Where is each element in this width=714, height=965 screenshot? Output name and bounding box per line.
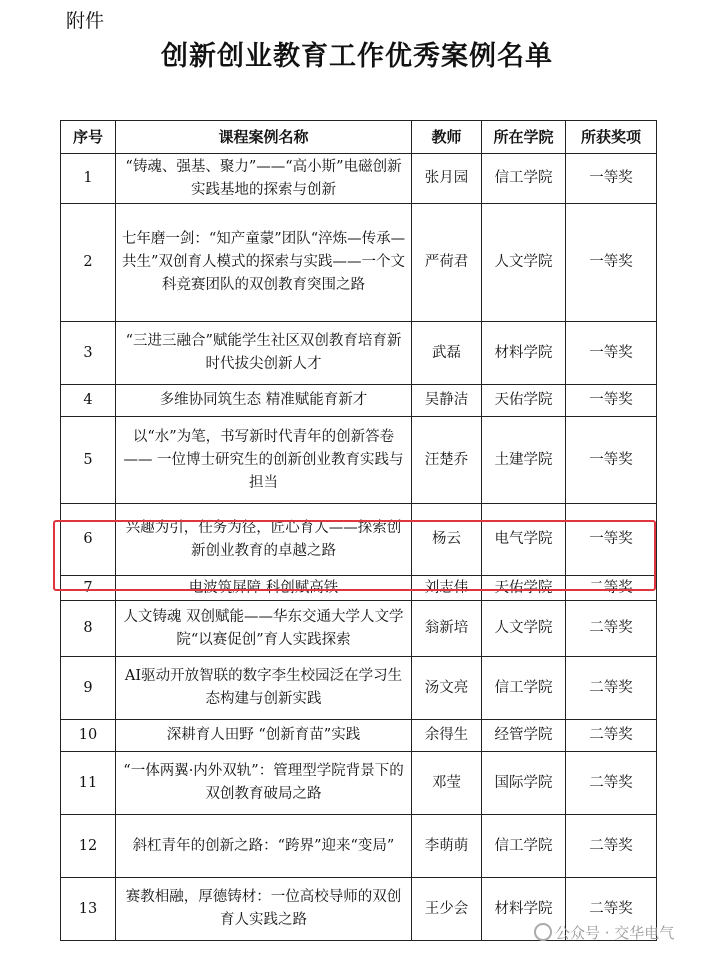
table-row: [61, 815, 657, 878]
college-name: 电气学院: [482, 504, 566, 576]
award-level: 二等奖: [566, 576, 657, 601]
college-name: 信工学院: [482, 815, 566, 878]
teacher-name: 严荷君: [412, 204, 482, 322]
row-number: 9: [61, 657, 116, 720]
case-name: “一体两翼·内外双轨”：管理型学院背景下的双创教育破局之路: [116, 752, 412, 815]
teacher-name: 杨云: [412, 504, 482, 576]
teacher-name: 王少会: [412, 878, 482, 941]
award-level: 二等奖: [566, 878, 657, 941]
college-name: 国际学院: [482, 752, 566, 815]
wechat-icon: [534, 923, 552, 941]
header-award: 所获奖项: [566, 121, 657, 154]
row-number: 1: [61, 154, 116, 204]
watermark: [534, 922, 674, 943]
award-level: 一等奖: [566, 385, 657, 417]
college-name: 材料学院: [482, 322, 566, 385]
teacher-name: 李萌萌: [412, 815, 482, 878]
award-level: 一等奖: [566, 417, 657, 504]
row-number: 4: [61, 385, 116, 417]
award-level: 二等奖: [566, 752, 657, 815]
case-name: “三进三融合”赋能学生社区双创教育培育新时代拔尖创新人才: [116, 322, 412, 385]
table-row: [61, 601, 657, 657]
teacher-name: 张月园: [412, 154, 482, 204]
row-number: 7: [61, 576, 116, 601]
attachment-label: 附件: [66, 10, 105, 32]
case-name: 以“水”为笔，书写新时代青年的创新答卷—— 一位博士研究生的创新创业教育实践与担当: [116, 417, 412, 504]
table-row: [61, 752, 657, 815]
table-row: [61, 417, 657, 504]
teacher-name: 余得生: [412, 720, 482, 752]
college-name: 人文学院: [482, 601, 566, 657]
case-name: “铸魂、强基、聚力”——“高小斯”电磁创新实践基地的探索与创新: [116, 154, 412, 204]
header-college: 所在学院: [482, 121, 566, 154]
header-teacher: 教师: [412, 121, 482, 154]
college-name: 信工学院: [482, 154, 566, 204]
college-name: 土建学院: [482, 417, 566, 504]
teacher-name: 刘志伟: [412, 576, 482, 601]
college-name: 信工学院: [482, 657, 566, 720]
case-name: 人文铸魂 双创赋能——华东交通大学人文学院“以赛促创”育人实践探索: [116, 601, 412, 657]
award-level: 一等奖: [566, 504, 657, 576]
award-level: 二等奖: [566, 815, 657, 878]
college-name: 经管学院: [482, 720, 566, 752]
row-number: 12: [61, 815, 116, 878]
header-no: 序号: [61, 121, 116, 154]
teacher-name: 吴静洁: [412, 385, 482, 417]
row-number: 11: [61, 752, 116, 815]
row-number: 13: [61, 878, 116, 941]
table-row: [61, 154, 657, 204]
row-number: 2: [61, 204, 116, 322]
case-name: 多维协同筑生态 精准赋能育新才: [116, 385, 412, 417]
college-name: 人文学院: [482, 204, 566, 322]
college-name: 天佑学院: [482, 576, 566, 601]
row-number: 6: [61, 504, 116, 576]
award-level: 一等奖: [566, 322, 657, 385]
row-number: 10: [61, 720, 116, 752]
teacher-name: 汤文亮: [412, 657, 482, 720]
page-title: 创新创业教育工作优秀案例名单: [161, 41, 553, 72]
teacher-name: 武磊: [412, 322, 482, 385]
table-row: [61, 322, 657, 385]
table-row: [61, 385, 657, 417]
case-name: 斜杠青年的创新之路：“跨界”迎来“变局”: [116, 815, 412, 878]
table-row: [61, 657, 657, 720]
case-name: AI驱动开放智联的数字李生校园泛在学习生态构建与创新实践: [116, 657, 412, 720]
header-case-name: 课程案例名称: [116, 121, 412, 154]
college-name: 材料学院: [482, 878, 566, 941]
case-name: 电波筑屏障 科创赋高铁: [116, 576, 412, 601]
case-name: 七年磨一剑：“知产童蒙”团队“淬炼—传承—共生”双创育人模式的探索与实践——一个文科竞赛团队的双创教育突围之路: [116, 204, 412, 322]
award-level: 一等奖: [566, 204, 657, 322]
table-row: [61, 720, 657, 752]
college-name: 天佑学院: [482, 385, 566, 417]
table-row: [61, 204, 657, 322]
award-level: 一等奖: [566, 154, 657, 204]
award-level: 二等奖: [566, 601, 657, 657]
table-header-row: [61, 121, 657, 154]
row-number: 5: [61, 417, 116, 504]
case-name: 深耕育人田野 “创新育苗”实践: [116, 720, 412, 752]
case-name: 赛教相融，厚德铸材：一位高校导师的双创育人实践之路: [116, 878, 412, 941]
row-number: 8: [61, 601, 116, 657]
award-level: 二等奖: [566, 657, 657, 720]
teacher-name: 汪楚乔: [412, 417, 482, 504]
teacher-name: 邓莹: [412, 752, 482, 815]
row-number: 3: [61, 322, 116, 385]
highlight-box: [53, 520, 656, 591]
watermark-text: 公众号 · 交华电气: [555, 924, 675, 942]
award-level: 二等奖: [566, 720, 657, 752]
case-name: 兴趣为引，任务为径，匠心育人——探索创新创业教育的卓越之路: [116, 504, 412, 576]
teacher-name: 翁新培: [412, 601, 482, 657]
